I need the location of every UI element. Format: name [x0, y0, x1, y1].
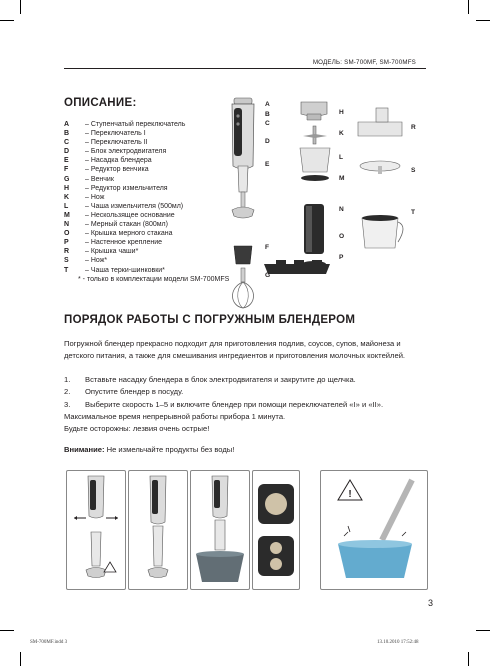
legend-item: O – Крышка мерного стакана	[64, 230, 173, 238]
step-item: 1. Вставьте насадку блендера в блок электродвигателя и закрутите до щелчка.	[64, 375, 356, 384]
intro-paragraph: Погружной блендер прекрасно подходит для приготовления подлив, соусов, супов, майонеза и детского питания, а также для смешивания ингредиентов и приготовления молочных коктейлей.	[64, 339, 406, 361]
label-g: G	[265, 272, 271, 279]
legend-item: E – Насадка блендера	[64, 157, 152, 165]
legend-item: P – Настенное крепление	[64, 239, 163, 247]
legend-item: D – Блок электродвигателя	[64, 148, 167, 156]
legend-item: T – Чаша терки-шинковки*	[64, 266, 165, 274]
legend-item: A – Ступенчатый переключатель	[64, 121, 186, 128]
label-b: B	[265, 111, 270, 118]
svg-text:!: !	[348, 489, 352, 500]
switch-detail-illustration	[252, 470, 300, 590]
print-file-info: SM-700MF.indd 3	[30, 640, 68, 645]
legend-item: B – Переключатель I	[64, 130, 146, 138]
parts-legend	[64, 120, 229, 284]
model-header: МОДЕЛЬ: SM-700MF, SM-700MFS	[312, 59, 416, 66]
label-l: L	[339, 154, 344, 161]
label-a: A	[265, 101, 270, 108]
legend-item: N – Мерный стакан (800мл)	[64, 221, 168, 229]
operation-title: ПОРЯДОК РАБОТЫ С ПОГРУЖНЫМ БЛЕНДЕРОМ	[64, 314, 356, 326]
step-item: 2. Опустите блендер в посуду.	[64, 387, 184, 397]
label-s: S	[411, 167, 416, 174]
caution-note: Будьте осторожны: лезвия очень острые!	[64, 424, 210, 434]
warning-illustration	[320, 470, 428, 590]
legend-item: M – Нескользящее основание	[64, 211, 175, 219]
legend-item: G – Венчик	[64, 175, 114, 183]
label-r: R	[411, 124, 416, 131]
wall-mount-illustration	[262, 258, 334, 276]
legend-item: S – Нож*	[64, 257, 108, 265]
label-c: C	[265, 120, 270, 127]
blender-parts-illustration	[222, 96, 266, 310]
label-d: D	[265, 138, 270, 145]
max-time-note: Максимальное время непрерывной работы прибора 1 минута.	[64, 411, 286, 421]
page-number: 3	[428, 598, 434, 608]
label-h: H	[339, 109, 344, 116]
step2-illustration	[128, 470, 188, 590]
print-date-info: 13.10.2010 17:52:48	[377, 640, 419, 645]
legend-item: F – Редуктор венчика	[64, 166, 149, 174]
grater-bowl-illustration	[354, 104, 410, 264]
label-n: N	[339, 206, 344, 213]
step-item: 3. Выберите скорость 1–5 и включите блендер при помощи переключателей «I» и «II».	[64, 399, 384, 409]
attention-note: Внимание: Не измельчайте продукты без воды!	[64, 445, 235, 454]
label-e: E	[265, 161, 270, 168]
label-k: K	[339, 130, 344, 137]
steps-list	[64, 374, 432, 435]
legend-item: K – Нож	[64, 193, 105, 201]
legend-item: C – Переключатель II	[64, 139, 148, 147]
legend-item: L – Чаша измельчителя (500мл)	[64, 202, 184, 210]
header-rule	[64, 68, 426, 69]
label-t: T	[411, 209, 416, 216]
label-m: M	[339, 175, 345, 182]
label-f: F	[265, 244, 270, 251]
step1-illustration	[66, 470, 126, 590]
label-p: P	[339, 254, 344, 261]
legend-item: H – Редуктор измельчителя	[64, 184, 168, 192]
legend-item: R – Крышка чаши*	[64, 248, 139, 256]
legend-footnote: * - только в комплектации модели SM-700MFS	[78, 275, 230, 283]
step3-illustration	[190, 470, 250, 590]
description-title: ОПИСАНИЕ:	[64, 97, 137, 109]
label-o: O	[339, 233, 345, 240]
